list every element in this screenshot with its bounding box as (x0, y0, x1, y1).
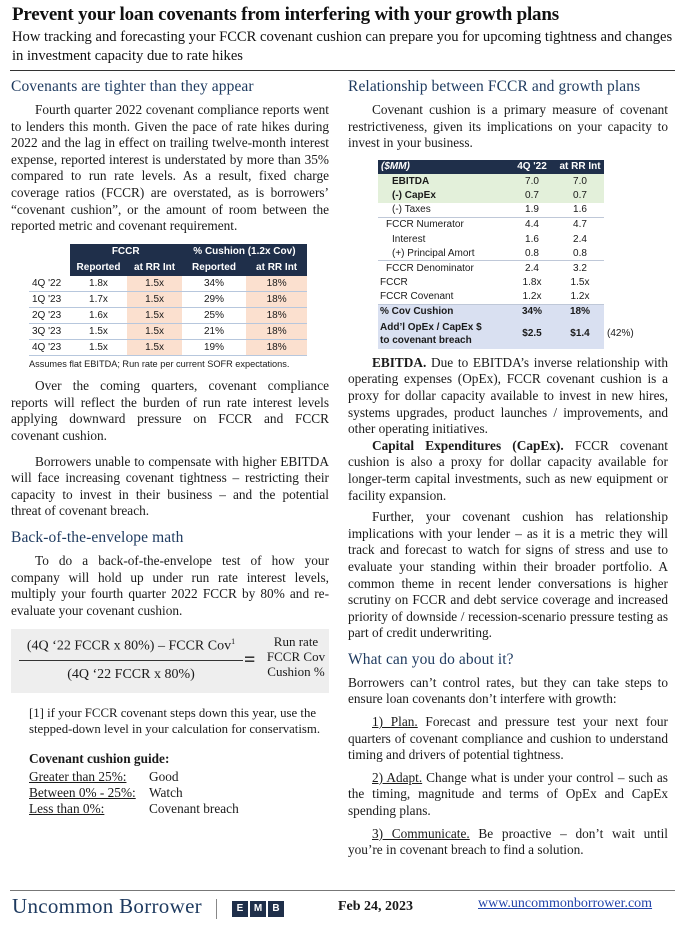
table-col-header: at RR Int (246, 260, 307, 276)
table-row: 4Q '22 1.8x 1.5x 34% 18% (29, 276, 307, 292)
paragraph-relationship: Covenant cushion is a primary measure of covenant restrictiveness, given its implications on your capacity to invest in your business. (348, 102, 668, 151)
fccr-cushion-table (29, 244, 307, 357)
paragraph-intro: Fourth quarter 2022 covenant compliance reports went to lenders this month. Given the pace of rate hikes during 2022 and the lag in effect on trailing twelve-month interest expense, reported interest is understated by more than 35% compared to run rate levels. As a result, fixed charge coverage ratios (FCCR) are overstated, as is borrowers’ “covenant cushion”, or the amount of room between the reported metric and covenant requirement. (11, 102, 329, 234)
table-col-header: at RR Int (127, 260, 181, 276)
table-row: FCCR Covenant 1.2x 1.2x (378, 290, 637, 305)
table-row: (-) CapEx 0.7 0.7 (378, 188, 637, 203)
guide-row: Between 0% - 25%: Watch (29, 785, 183, 801)
website-link[interactable]: www.uncommonborrower.com (478, 896, 653, 911)
table-col-header: Reported (182, 260, 246, 276)
table-row: EBITDA 7.0 7.0 (378, 174, 637, 189)
paragraph-capex: Capital Expenditures (CapEx). FCCR covenant cushion is also a proxy for dollar capacity available for longer-term capital investments, such as new equipment or facility expansion. (348, 437, 668, 503)
emb-logo: E M B (232, 901, 286, 917)
step-adapt: 2) Adapt. Change what is under your control – such as the timing, magnitude and terms of OpEx and CapEx spending plans. (348, 769, 668, 819)
step-plan: 1) Plan. Forecast and pressure test your next four quarters of covenant compliance and cushion to understand timing and drivers of potential tightness. (348, 714, 668, 763)
table-group-fccr: FCCR (70, 244, 182, 260)
table-col-header: Reported (70, 260, 128, 276)
section-heading-covenants: Covenants are tighter than they appear (11, 78, 254, 95)
page-title: Prevent your loan covenants from interfering with your growth plans (12, 4, 559, 25)
section-heading-relationship: Relationship between FCCR and growth plans (348, 78, 641, 95)
left-column (11, 78, 329, 817)
guide-row: Less than 0%: Covenant breach (29, 801, 239, 817)
table-row: Add’l OpEx / CapEx $ to covenant breach $2.5 $1.4 (42%) (378, 319, 637, 349)
cushion-formula (11, 629, 329, 693)
right-column (348, 78, 668, 859)
step-communicate: 3) Communicate. Be proactive – don’t wait until you’re in covenant breach to find a solution. (348, 825, 668, 858)
table-row: 2Q '23 1.6x 1.5x 25% 18% (29, 308, 307, 324)
formula-fraction-bar (19, 660, 243, 661)
table-row: (-) Taxes 1.9 1.6 (378, 203, 637, 218)
table-row: FCCR Numerator 4.4 4.7 (386, 219, 587, 231)
header-divider (10, 70, 675, 71)
paragraph-what: Borrowers can’t control rates, but they can take steps to ensure loan covenants don’t interfere with growth: (348, 674, 668, 707)
brand-separator (216, 899, 217, 919)
guide-title: Covenant cushion guide: (29, 751, 170, 767)
publish-date: Feb 24, 2023 (338, 899, 414, 914)
table-row: % Cov Cushion 34% 18% (378, 304, 637, 319)
footnote: [1] if your FCCR covenant steps down this year, use the stepped-down level in your calculation for conservatism. (29, 706, 321, 737)
table-row: FCCR 1.8x 1.5x (380, 277, 590, 289)
fccr-example-table: ($MM) 4Q '22 at RR Int EBITDA 7.0 7.0 (-) CapEx 0.7 0.7 (-) Taxes 1.9 1.6 FCCR Numerator 4.4 4.7 Interest 1.6 2.4 (+) Principal Amort 0.8 0.8 FCCR Denominator 2.4 3.2 FCCR 1.8x 1.5x FCCR Covenant 1.2x 1.2x % Cov Cushion 34% 18% Add’l OpEx / CapEx $ to covenant breach $2.5 $1.4 (42%) (378, 160, 637, 349)
page-subtitle: How tracking and forecasting your FCCR covenant cushion can prepare you for upcoming tightness and changes in investment capacity due to rate hikes (12, 29, 673, 64)
formula-denominator: (4Q ‘22 FCCR x 80%) (67, 667, 195, 683)
paragraph-further: Further, your covenant cushion has relationship implications with your lender – as it is a metric they will track and forecast to watch for signs of stress and use to evaluate your standing within their broader portfolio. A common theme in recent lender conversations is higher scrutiny on FCCR and debt service coverage and increased priority of downside / recession-scenario pressure testing as part of credit underwriting. (348, 509, 668, 641)
table-row: (+) Principal Amort 0.8 0.8 (378, 246, 637, 261)
table-row: 3Q '23 1.5x 1.5x 21% 18% (29, 324, 307, 340)
section-heading-what-can-you-do: What can you do about it? (348, 650, 514, 668)
formula-result: Run rate FCCR Cov Cushion % (266, 634, 326, 680)
paragraph-borrowers-unable: Borrowers unable to compensate with higher EBITDA will face increasing covenant tightness – restricting their capacity to invest in their business – and the potential threat of covenant breach. (11, 453, 329, 519)
section-heading-envelope: Back-of-the-envelope math (11, 529, 184, 546)
table-note: Assumes flat EBITDA; Run rate per current SOFR expectations. (29, 359, 290, 370)
brand-logo-text: Uncommon Borrower (12, 894, 202, 918)
formula-numerator: (4Q ‘22 FCCR x 80%) – FCCR Cov$^1$ (26, 637, 236, 655)
footer-divider (10, 890, 675, 891)
table-row: FCCR Denominator 2.4 3.2 (386, 262, 587, 274)
paragraph-envelope: To do a back-of-the-envelope test of how your company will hold up under run rate interest levels, multiply your fourth quarter 2022 FCCR by 80% and re-evaluate your covenant cushion. (11, 553, 329, 618)
formula-equals: = (244, 649, 256, 672)
paragraph-coming-quarters: Over the coming quarters, covenant compliance reports will reflect the burden of run rate interest levels applying downward pressure on FCCR and FCCR covenant cushion. (11, 378, 329, 444)
paragraph-ebitda: EBITDA. Due to EBITDA’s inverse relationship with operating expenses (OpEx), FCCR covenant cushion is a proxy for dollar capacity available to invest in new hires, systems upgrades, product launches / improvements, and other operating initiatives. (348, 354, 668, 437)
breach-change-pct: (42%) (604, 319, 637, 349)
table-row: 1Q '23 1.7x 1.5x 29% 18% (29, 292, 307, 308)
table-group-cushion: % Cushion (1.2x Cov) (182, 244, 307, 260)
table-row: Interest 1.6 2.4 (392, 233, 587, 245)
guide-row: Greater than 25%: Good (29, 769, 179, 785)
table-row: 4Q '23 1.5x 1.5x 19% 18% (29, 340, 307, 356)
